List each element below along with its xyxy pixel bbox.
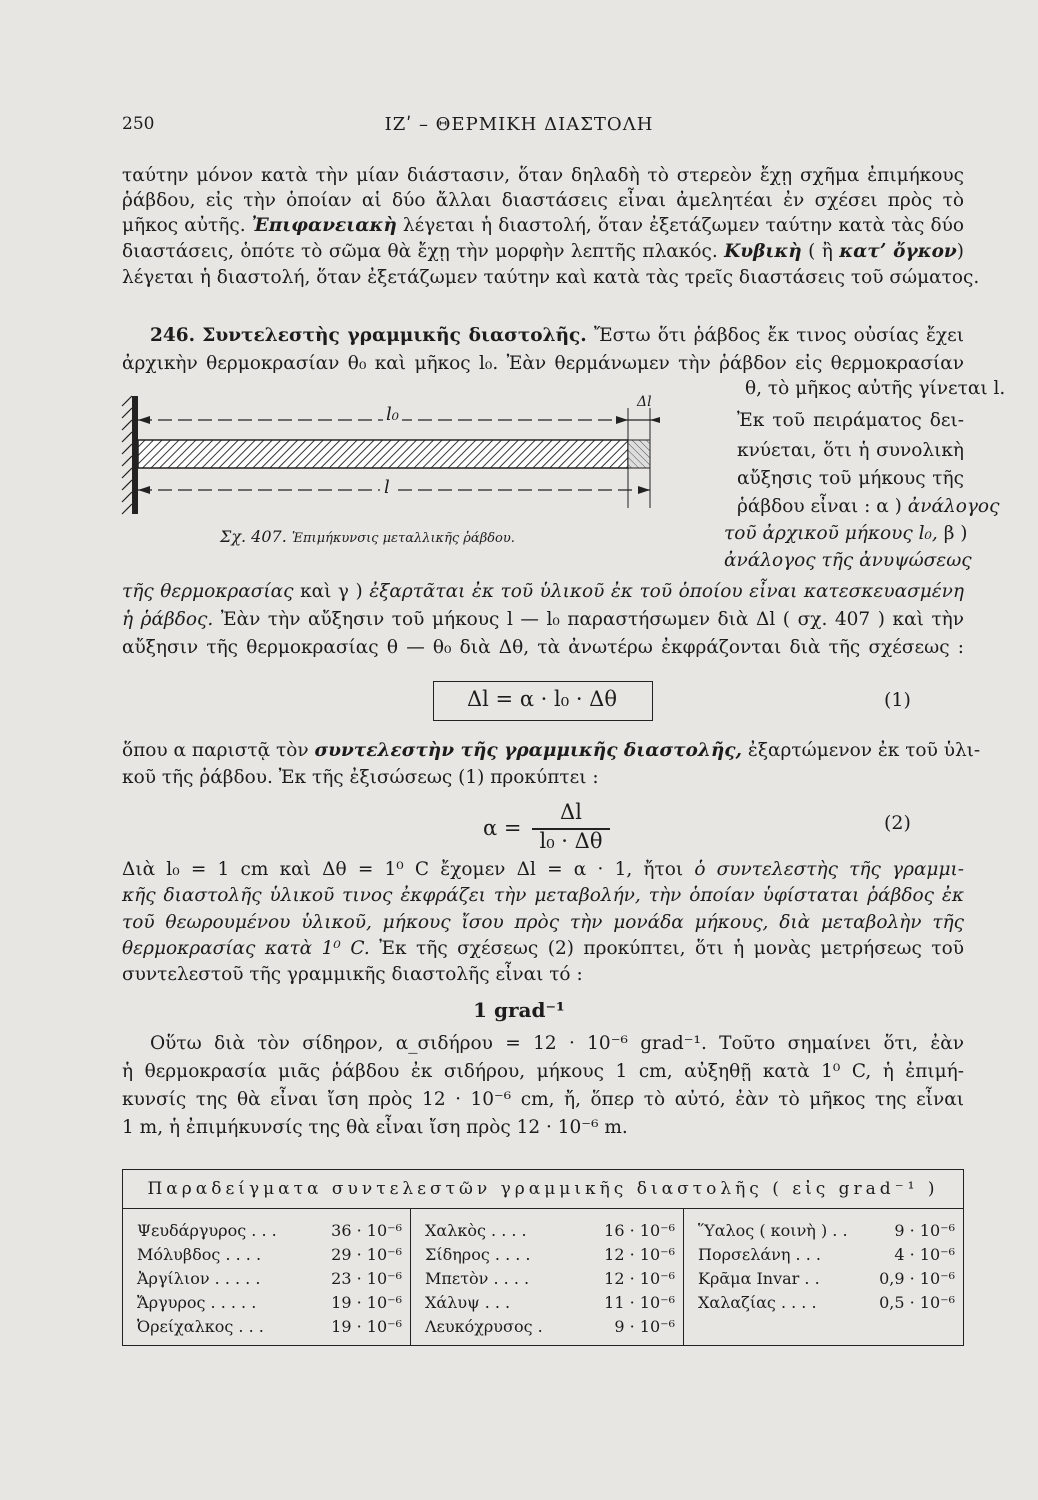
- term-volume: κατʼ ὄγκον: [839, 241, 957, 262]
- equation-2-number: (2): [884, 812, 911, 834]
- section-line: ἀρχικὴν θερμοκρασίαν θ₀ καὶ μῆκος l₀. Ἐὰν θερμάνωμεν τὴν ῥάβδον εἰς θερμοκρασίαν: [122, 353, 964, 374]
- table-title: Παραδείγματα συντελεστῶν γραμμικῆς διαστολῆς ( εἰς grad⁻¹ ): [123, 1170, 964, 1209]
- table-row: Μπετὸν . . . . 12 · 10⁻⁶: [425, 1269, 675, 1288]
- table-row: Χαλκὸς . . . . 16 · 10⁻⁶: [425, 1221, 675, 1240]
- side-line: αὔξησις τοῦ μήκους τῆς: [737, 468, 964, 489]
- wall-support: [132, 396, 138, 514]
- coefficients-table: [122, 1169, 964, 1346]
- intro-line: διαστάσεις, ὁπότε τὸ σῶμα θὰ ἔχῃ τὴν μορφὴν λεπτῆς πλακός. Κυβικὴ ( ἢ κατʼ ὄγκον): [122, 241, 964, 262]
- side-line: τοῦ ἀρχικοῦ μήκους l₀, β ): [724, 523, 968, 544]
- section-heading-line: 246. Συντελεστὴς γραμμικῆς διαστολῆς. Ἔστω ὅτι ῥάβδος ἔκ τινος οὐσίας ἔχει: [150, 325, 964, 346]
- table-row: Κρᾶμα Invar . . 0,9 · 10⁻⁶: [698, 1269, 955, 1288]
- term-cubic: Κυβικὴ: [724, 241, 802, 262]
- section-line: αὔξησιν τῆς θερμοκρασίας θ — θ₀ διὰ Δθ, τὰ ἀνωτέρω ἐκφράζονται διὰ τῆς σχέσεως :: [122, 637, 964, 658]
- table-row: Λευκόχρυσος . 9 · 10⁻⁶: [425, 1317, 675, 1336]
- label-delta-l: Δl: [637, 394, 652, 410]
- label-l: l: [380, 477, 394, 498]
- table-row: Ὀρείχαλκος . . . 19 · 10⁻⁶: [137, 1317, 402, 1336]
- arrowhead: [638, 486, 650, 494]
- section-line: τῆς θερμοκρασίας καὶ γ ) ἐξαρτᾶται ἐκ τοῦ ὑλικοῦ ἐκ τοῦ ὁποίου εἶναι κατεσκευασμένη: [122, 581, 964, 602]
- page-number: 250: [122, 114, 155, 134]
- rod-extension: [628, 440, 650, 468]
- metal-rod: [138, 440, 628, 468]
- side-line: ἀνάλογος τῆς ἀνυψώσεως: [724, 550, 972, 571]
- body-line: θερμοκρασίας κατὰ 1⁰ C. Ἐκ τῆς σχέσεως (2) προκύπτει, ὅτι ἡ μονὰς μετρήσεως τοῦ: [122, 938, 964, 959]
- body-line: συντελεστοῦ τῆς γραμμικῆς διαστολῆς εἶναι τό :: [122, 964, 583, 985]
- table-column: [123, 1209, 411, 1346]
- arrowhead: [650, 417, 660, 423]
- table-row: Μόλυβδος . . . . 29 · 10⁻⁶: [137, 1245, 402, 1264]
- body-line: τοῦ θεωρουμένου ὑλικοῦ, μήκους ἴσου πρὸς τὴν μονάδα μήκους, διὰ μεταβολὴν τῆς: [122, 912, 964, 933]
- arrowhead: [616, 416, 628, 424]
- section-line: ἡ ῥάβδος. Ἐὰν τὴν αὔξησιν τοῦ μήκους l — l₀ παραστήσωμεν διὰ Δl ( σχ. 407 ) καὶ τὴν: [122, 609, 965, 630]
- side-line: κνύεται, ὅτι ἡ συνολικὴ: [737, 440, 964, 461]
- section-number: 246.: [150, 325, 196, 346]
- arrowhead: [138, 486, 150, 494]
- unit-grad: 1 grad⁻¹: [473, 998, 565, 1022]
- section-title: Συντελεστὴς γραμμικῆς διαστολῆς.: [202, 325, 587, 346]
- equation-1: Δl = α · l₀ · Δθ: [466, 687, 617, 711]
- arrowhead: [138, 416, 150, 424]
- table-row: Ὕαλος ( κοινὴ ) . . 9 · 10⁻⁶: [698, 1221, 955, 1240]
- intro-line: ταύτην μόνον κατὰ τὴν μίαν διάστασιν, ὅταν δηλαδὴ τὸ στερεὸν ἔχῃ σχῆμα ἐπιμήκους: [122, 165, 964, 186]
- table-row: Ἄργυρος . . . . . 19 · 10⁻⁶: [137, 1293, 402, 1312]
- table-row: Χαλαζίας . . . . 0,5 · 10⁻⁶: [698, 1293, 955, 1312]
- label-l0: l₀: [383, 404, 402, 425]
- equation-2-numerator: Δl: [560, 800, 582, 824]
- body-line: κῆς διαστολῆς ὑλικοῦ τινος ἐκφράζει τὴν μεταβολήν, τὴν ὁποίαν ὑφίσταται ῥάβδος ἐκ: [122, 885, 964, 906]
- table-row: Σίδηρος . . . . 12 · 10⁻⁶: [425, 1245, 675, 1264]
- intro-line: λέγεται ἡ διαστολή, ὅταν ἐξετάζωμεν ταύτην καὶ κατὰ τὰς τρεῖς διαστάσεις τοῦ σώματος.: [122, 267, 980, 288]
- equation-1-number: (1): [884, 689, 911, 711]
- intro-line: ῥάβδου, εἰς τὴν ὁποίαν αἱ δύο ἄλλαι διαστάσεις εἶναι ἀμελητέαι ἐν σχέσει πρὸς τὸ: [122, 190, 964, 211]
- table-row: Ἀργίλιον . . . . . 23 · 10⁻⁶: [137, 1269, 402, 1288]
- body-line: κοῦ τῆς ῥάβδου. Ἐκ τῆς ἐξισώσεως (1) προκύπτει :: [122, 767, 599, 788]
- intro-line: μῆκος αὐτῆς. Ἐπιφανειακὴ λέγεται ἡ διαστολή, ὅταν ἐξετάζωμεν ταύτην κατὰ τὰς δύο: [122, 215, 964, 236]
- body-line: ἡ θερμοκρασία μιᾶς ῥάβδου ἐκ σιδήρου, μήκους 1 cm, αὐξηθῇ κατὰ 1⁰ C, ἡ ἐπιμή-: [122, 1061, 964, 1082]
- equation-2-denominator: l₀ · Δθ: [539, 829, 603, 853]
- body-line: 1 m, ἡ ἐπιμήκυνσίς της θὰ εἶναι ἴση πρὸς 12 · 10⁻⁶ m.: [122, 1117, 628, 1138]
- equation-2-lhs: α =: [483, 816, 522, 840]
- body-line: κυνσίς της θὰ εἶναι ἴση πρὸς 12 · 10⁻⁶ cm, ἤ, ὅπερ τὸ αὐτό, ἐὰν τὸ μῆκος της εἶναι: [122, 1089, 964, 1110]
- side-line: ῥάβδου εἶναι : α ) ἀνάλογος: [737, 496, 1000, 517]
- table-column: [411, 1209, 684, 1346]
- wall-hatching: [122, 396, 132, 514]
- table-row: Ψευδάργυρος . . . 36 · 10⁻⁶: [137, 1221, 402, 1240]
- body-line: Οὕτω διὰ τὸν σίδηρον, α_σιδήρου = 12 · 10⁻⁶ grad⁻¹. Τοῦτο σημαίνει ὅτι, ἐὰν: [150, 1033, 964, 1054]
- term-surface: Ἐπιφανειακὴ: [251, 215, 397, 236]
- table-row: Πορσελάνη . . . 4 · 10⁻⁶: [698, 1245, 955, 1264]
- figure-caption: Σχ. 407. Ἐπιμήκυνσις μεταλλικῆς ῥάβδου.: [220, 527, 515, 546]
- side-line: Ἐκ τοῦ πειράματος δει-: [737, 410, 964, 431]
- term-linear-coefficient: συντελεστὴν τῆς γραμμικῆς διαστολῆς,: [314, 740, 743, 761]
- table-row: Χάλυψ . . . 11 · 10⁻⁶: [425, 1293, 675, 1312]
- body-line: ὅπου α παριστᾷ τὸν συντελεστὴν τῆς γραμμικῆς διαστολῆς, ἐξαρτώμενον ἐκ τοῦ ὑλι-: [122, 740, 981, 761]
- body-line: Διὰ l₀ = 1 cm καὶ Δθ = 1⁰ C ἔχομεν Δl = α · 1, ἤτοι ὁ συντελεστὴς τῆς γραμμι-: [122, 859, 964, 880]
- side-line: θ, τὸ μῆκος αὐτῆς γίνεται l.: [745, 378, 1006, 399]
- running-title: ΙΖʹ – ΘΕΡΜΙΚΗ ΔΙΑΣΤΟΛΗ: [384, 114, 654, 135]
- table-column: [684, 1209, 964, 1346]
